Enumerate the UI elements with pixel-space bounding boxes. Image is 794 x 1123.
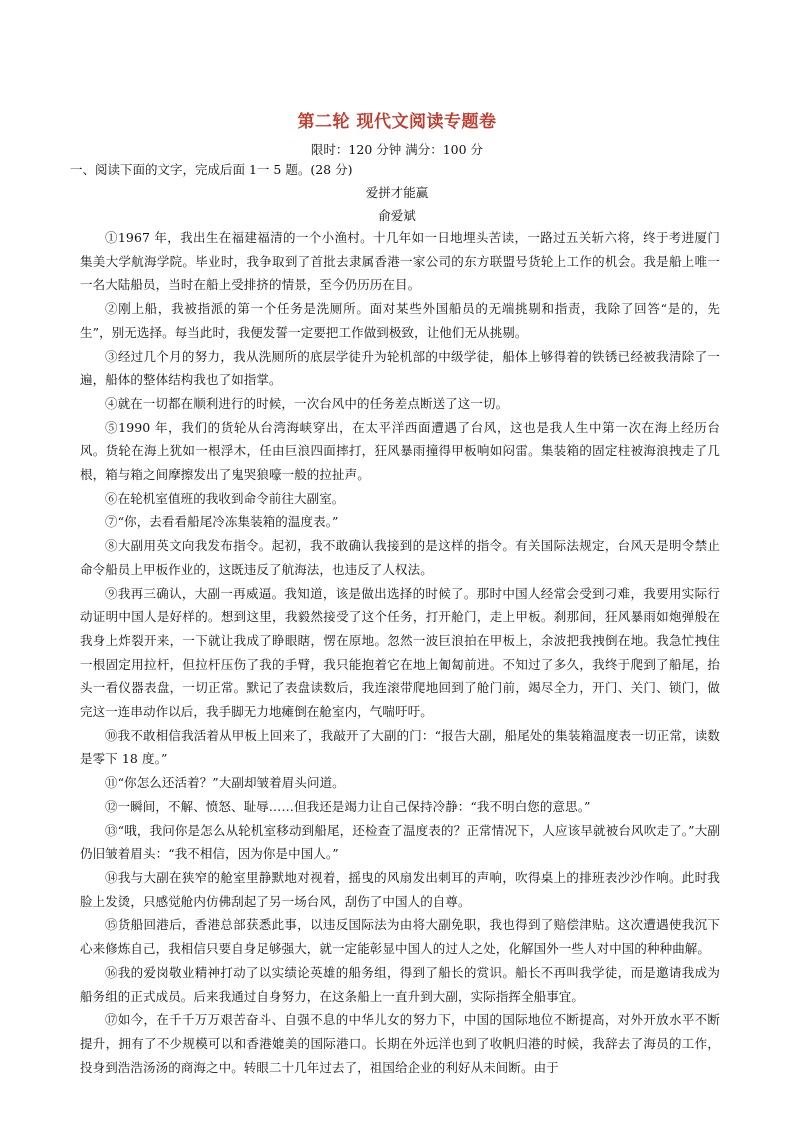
paragraph: ⑪“你怎么还活着？”大副却皱着眉头问道。: [105, 775, 345, 791]
paragraph: ⑩我不敢相信我活着从甲板上回来了，我敲开了大副的门：“报告大副，船尾处的集装箱温度表一切正常，读数是零下 18 度。”: [80, 727, 720, 767]
paragraph: ⑤1990 年，我们的货轮从台湾海峡穿出，在太平洋西面遭遇了台风，这也是我人生中第一次在海上经历台风。货轮在海上犹如一根浮木，任由巨浪四面摔打，狂风暴雨撞得甲板响如闷雷。集装箱的固定柱被海浪拽走了几根，箱与箱之间摩擦发出了鬼哭狼嚎一般的拉扯声。: [80, 419, 720, 483]
section-instruction: 一、阅读下面的文字，完成后面 1一 5 题。(28 分): [70, 162, 353, 177]
exam-title: 第二轮 现代文阅读专题卷: [297, 112, 497, 132]
article-body: [80, 226, 720, 1079]
paragraph: ⑫一瞬间，不解、愤怒、耻辱……但我还是竭力让自己保持冷静：“我不明白您的意思。”: [105, 798, 591, 814]
article-author: 俞爱斌: [378, 208, 416, 223]
time-score-info: 限时：120 分钟 满分：100 分: [310, 142, 484, 157]
paragraph: ⑮货船回港后，香港总部获悉此事，以违反国际法为由将大副免职，我也得到了赔偿津贴。这次遭遇使我沉下心来修炼自己，我相信只要自身足够强大，就一定能彰显中国人的过人之处，化解国外一些人对中国的种种曲解。: [80, 917, 720, 957]
paragraph: ②刚上船，我被指派的第一个任务是洗厕所。面对某些外国船员的无端挑剔和指责，我除了回答“是的，先生”，别无选择。每当此时，我便发誓一定要把工作做到极致，让他们无从挑剔。: [80, 301, 720, 340]
paragraph: ⑧大副用英文向我发布指令。起初，我不敢确认我接到的是这样的指令。有关国际法规定，台风天是明令禁止命令船员上甲板作业的，这既违反了航海法，也违反了人权法。: [80, 538, 720, 577]
paragraph: ⑥在轮机室值班的我收到命令前往大副室。: [105, 490, 345, 506]
paragraph: ⑬“哦，我问你是怎么从轮机室移动到船尾，还检查了温度表的？正常情况下，人应该早就被台风吹走了。”大副仍旧皱着眉头：“我不相信，因为你是中国人。”: [80, 822, 720, 862]
paragraph: ①1967 年，我出生在福建福清的一个小渔村。十几年如一日地埋头苦读，一路过五关斩六将，终于考进厦门集美大学航海学院。毕业时，我争取到了首批去隶属香港一家公司的东方联盟号货轮上工作的机会。我是船上唯一一名大陆船员，当时在船上受排挤的情景，至今仍历历在目。: [80, 230, 720, 293]
paragraph: ⑨我再三确认，大副一再威逼。我知道，该是做出选择的时候了。那时中国人经常会受到刁难，我要用实际行动证明中国人是好样的。想到这里，我毅然接受了这个任务，打开舱门，走上甲板。刹那间，狂风暴雨如炮弹般在我身上炸裂开来，一下就让我成了睁眼瞎，愣在原地。忽然一波巨浪拍在甲板上，余波把我拽倒在地。我急忙拽住一根固定用拉杆，但拉杆压伤了我的手臂，我只能抱着它在地上匍匐前进。不知过了多久，我终于爬到了船尾，抬头一看仪器表盘，一切正常。默记了表盘读数后，我连滚带爬地回到了舱门前，竭尽全力，开门、关门、锁门，做完这一连串动作以后，我手脚无力地瘫倒在舱室内，气喘吁吁。: [80, 585, 720, 720]
paragraph: ⑭我与大副在狭窄的舱室里静默地对视着，摇曳的风扇发出刺耳的声响，吹得桌上的排班表沙沙作响。此时我脸上发烫，只感觉舱内仿佛刮起了另一场台风，刮伤了中国人的自尊。: [80, 869, 720, 909]
paragraph: ⑦“你，去看看船尾冷冻集装箱的温度表。”: [105, 514, 339, 530]
paragraph: ⑯我的爱岗敬业精神打动了以实绩论英雄的船务组，得到了船长的赏识。船长不再叫我学徒，而是邀请我成为船务组的正式成员。后来我通过自身努力，在这条船上一直升到大副，实际指挥全船事宜。: [80, 964, 720, 1004]
paragraph: ⑰如今，在千千万万艰苦奋斗、自强不息的中华儿女的努力下，中国的国际地位不断提高，对外开放水平不断提升，拥有了不少规模可以和香港媲美的国际港口。长期在外远洋也到了收帆归港的时候，我辞去了海员的工作，投身到浩浩汤汤的商海之中。转眼二十几年过去了，祖国给企业的利好从未间断。由于: [80, 1012, 720, 1075]
paragraph: ④就在一切都在顺利进行的时候，一次台风中的任务差点断送了这一切。: [105, 395, 509, 411]
paragraph: ③经过几个月的努力，我从洗厕所的底层学徒升为轮机部的中级学徒，船体上够得着的铁锈已经被我清除了一遍，船体的整体结构我也了如指掌。: [80, 348, 720, 388]
article-title: 爱拼才能赢: [365, 185, 429, 200]
